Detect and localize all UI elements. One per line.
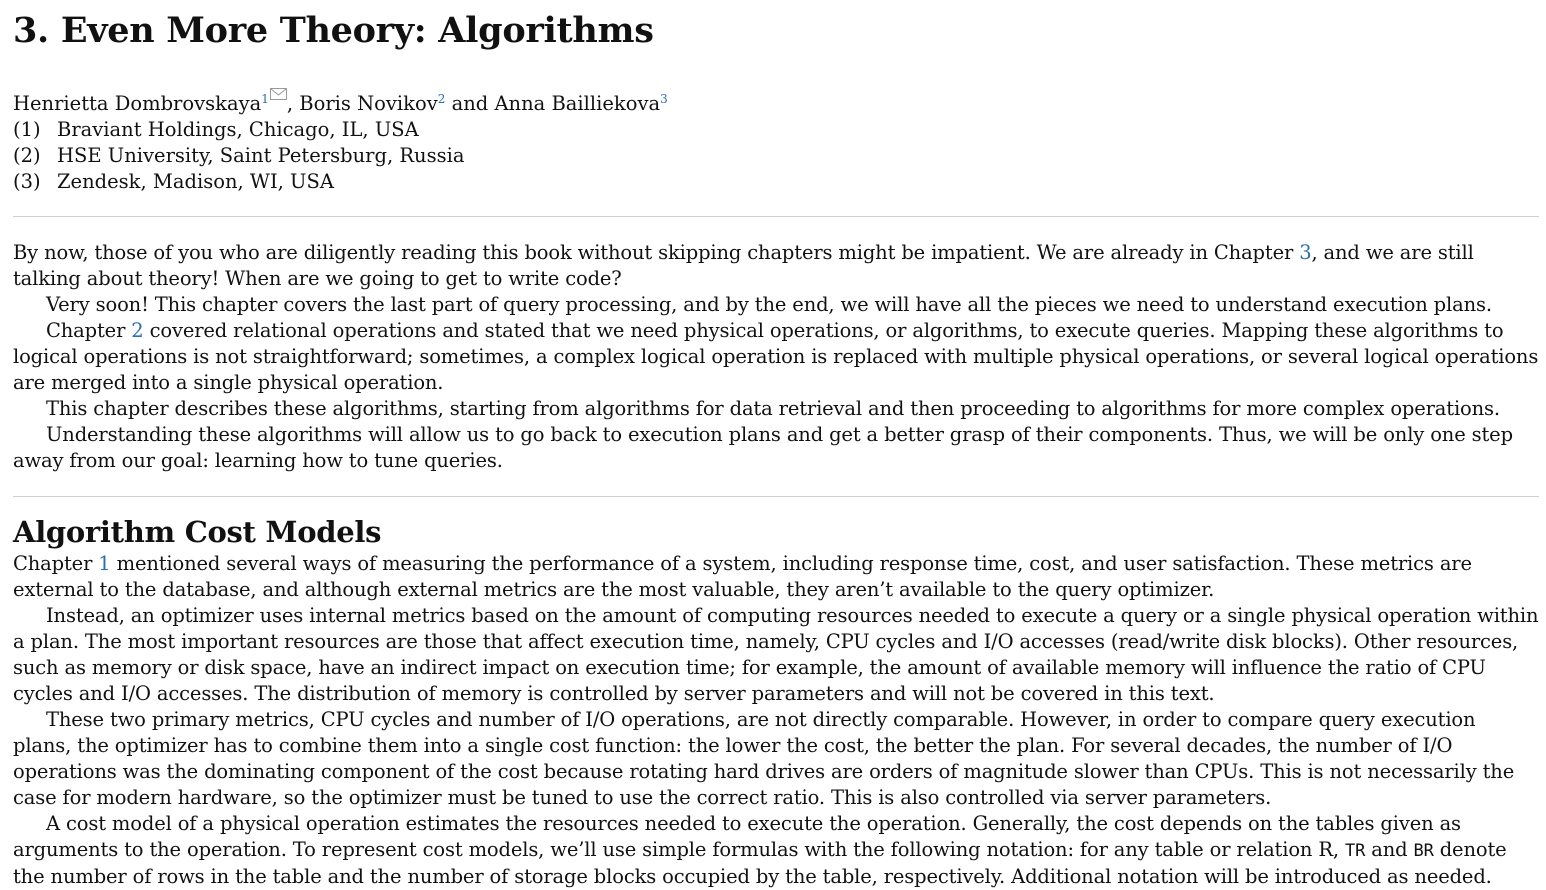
affiliation <box>13 169 1539 195</box>
text-run: and <box>1365 838 1414 861</box>
intro-paragraph: Very soon! This chapter covers the last part of query processing, and by the end, we will have all the pieces we need to understand execution plans. <box>46 293 1492 316</box>
section-paragraph: Instead, an optimizer uses internal metrics based on the amount of computing resources needed to execute a query or a single physical operation within a plan. The most important resources are those that affect execution time, namely, CPU cycles and I/O accesses (read/write disk blocks). Other resources, such as memory or disk space, have an indirect impact on execution time; for example, the amount of available memory will influence the ratio of CPU cycles and I/O accesses. The distribution of memory is controlled by server parameters and will not be covered in this text. <box>13 604 1539 705</box>
text-run: mentioned several ways of measuring the performance of a system, including response time, cost, and user satisfaction. These metrics are external to the database, and although external metrics are the most valuable, they aren’t available to the query optimizer. <box>13 552 1472 601</box>
text-run: By now, those of you who are diligently reading this book without skipping chapters might be impatient. We are already in Chapter <box>13 241 1300 264</box>
affiliation-number: (1) <box>13 118 41 141</box>
text-run: Chapter <box>46 319 132 342</box>
intro-paragraph <box>13 318 1539 396</box>
text-run: denote the number of rows in the table and the number of storage blocks occupied by the table, respectively. Additional notation will be introduced as needed. <box>13 838 1507 888</box>
author-name[interactable]: Henrietta Dombrovskaya <box>13 92 262 115</box>
section-paragraph: These two primary metrics, CPU cycles and number of I/O operations, are not directly comparable. However, in order to compare query execution plans, the optimizer has to combine them into a single cost function: the lower the cost, the better the plan. For several decades, the number of I/O operations was the dominating component of the cost because rotating hard drives are orders of magnitude slower than CPUs. This is not necessarily the case for modern hardware, so the optimizer must be tuned to use the correct ratio. This is also controlled via server parameters. <box>13 708 1515 809</box>
chapter-link[interactable]: 3 <box>1299 241 1312 264</box>
intro-paragraph: This chapter describes these algorithms, starting from algorithms for data retrieval and then proceeding to algorithms for more complex operations. <box>46 397 1500 420</box>
chapter-intro <box>13 240 1539 474</box>
author-separator: , <box>286 92 300 115</box>
section-algorithm-cost-models <box>13 514 1539 890</box>
text-run: , and we are still talking about theory! When are we going to get to write code? <box>13 241 1474 290</box>
text-run: Chapter <box>13 552 99 575</box>
author-affiliation-ref[interactable]: 1 <box>261 92 269 106</box>
affiliation-number: (3) <box>13 170 41 193</box>
affiliation <box>13 143 1539 169</box>
notation-code: BR <box>1413 841 1434 861</box>
notation-code: TR <box>1345 841 1366 861</box>
envelope-icon[interactable] <box>270 81 287 93</box>
author-name[interactable]: Anna Bailliekova <box>494 92 661 115</box>
author-name[interactable]: Boris Novikov <box>299 92 438 115</box>
author-affiliation-ref[interactable]: 2 <box>437 92 446 106</box>
affiliation-text: Zendesk, Madison, WI, USA <box>57 170 334 193</box>
chapter-link[interactable]: 1 <box>98 552 111 575</box>
affiliation-number: (2) <box>13 144 41 167</box>
chapter-link[interactable]: 2 <box>131 319 144 342</box>
section-title: Algorithm Cost Models <box>13 515 382 549</box>
text-run: A cost model of a physical operation estimates the resources needed to execute the operation. Generally, the cost depends on the tables given as arguments to the operation. To represent cost models, we’ll use simple formulas with the following notation: for any table or relation R, <box>13 812 1461 861</box>
intro-paragraph: Understanding these algorithms will allow us to go back to execution plans and get a better grasp of their components. Thus, we will be only one step away from our goal: learning how to tune queries. <box>13 423 1513 472</box>
section-paragraph <box>13 551 1539 603</box>
divider <box>13 216 1539 217</box>
author-line <box>13 81 1539 117</box>
text-run: covered relational operations and stated that we need physical operations, or algorithms, to execute queries. Mapping these algorithms to logical operations is not straightforward; sometimes, a complex logical operation is replaced with multiple physical operations, or several logical operations are merged into a single physical operation. <box>13 319 1539 394</box>
divider <box>13 496 1539 497</box>
affiliation <box>13 117 1539 143</box>
affiliation-text: HSE University, Saint Petersburg, Russia <box>57 144 465 167</box>
chapter-title: 3. Even More Theory: Algorithms <box>13 10 654 51</box>
author-affiliation-ref[interactable]: 3 <box>660 92 668 106</box>
affiliation-text: Braviant Holdings, Chicago, IL, USA <box>57 118 419 141</box>
intro-paragraph <box>13 240 1539 292</box>
section-paragraph <box>13 811 1539 890</box>
author-separator: and <box>445 92 495 115</box>
